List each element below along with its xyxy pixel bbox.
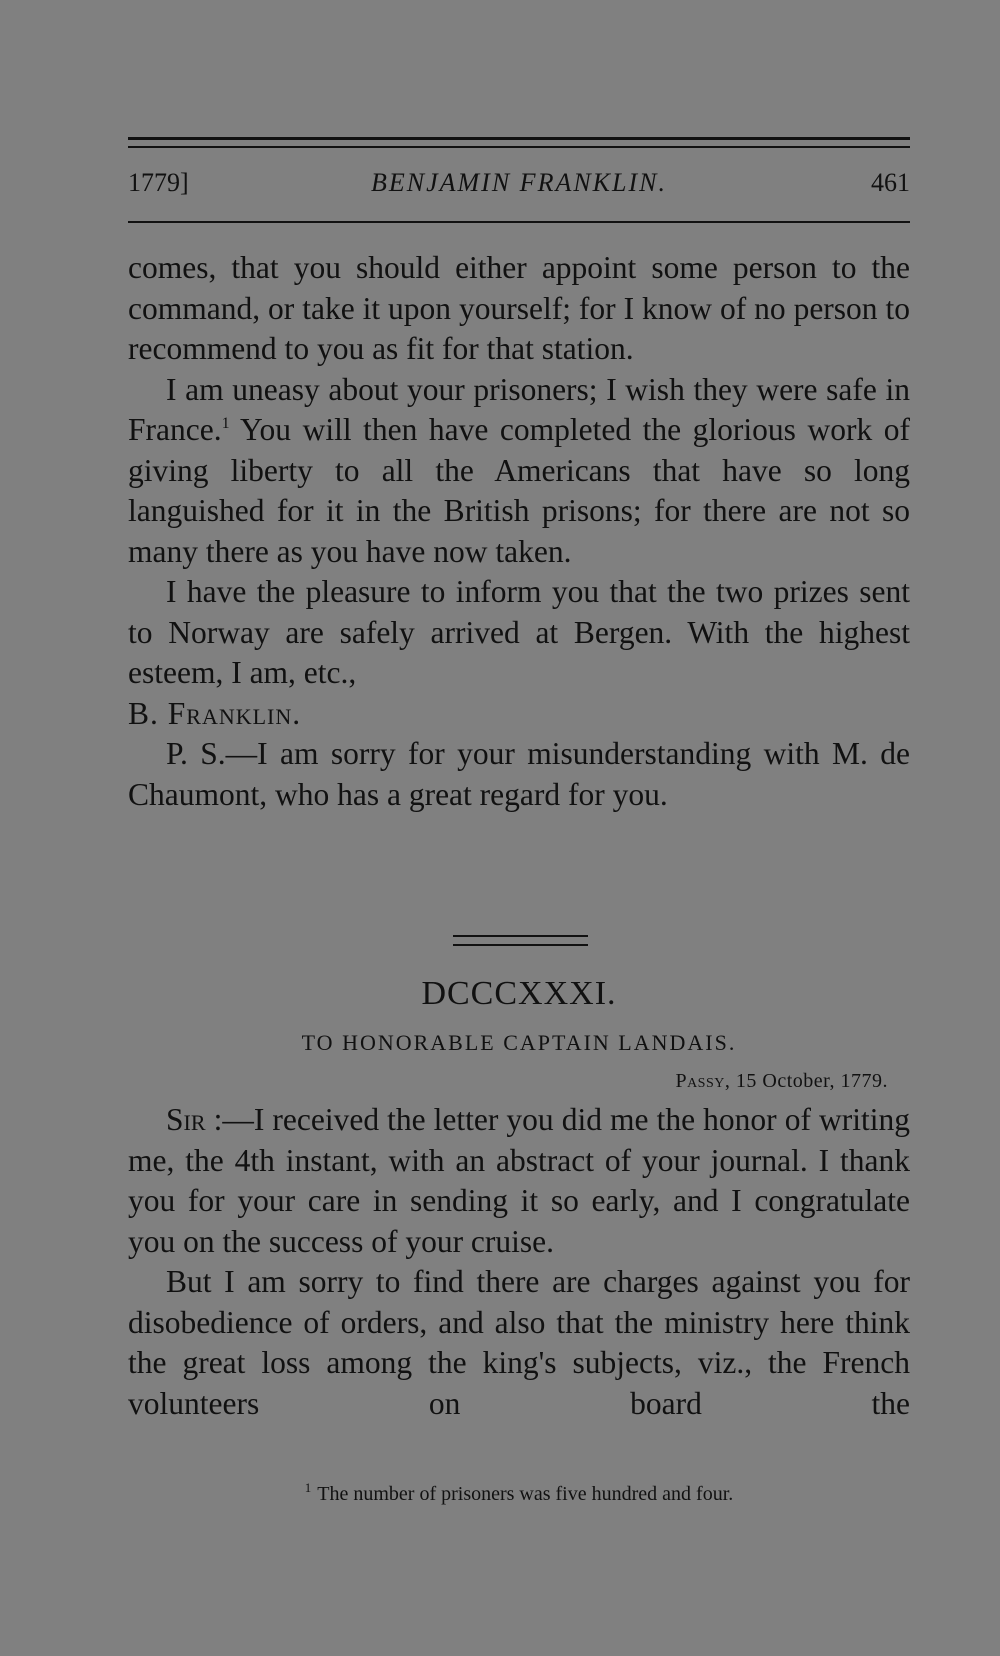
letter-addressee: TO HONORABLE CAPTAIN LANDAIS. <box>301 1030 737 1055</box>
paragraph: But I am sorry to find there are charges against you for disobedience of orders, and also that the ministry here think the great loss among the king's subjects, viz., the French volunteers on board the <box>128 1264 910 1421</box>
paragraph-text: :—I received the letter you did me the honor of writing me, the 4th instant, with an abstract of your journal. I thank you for your care in sending it so early, and I congratulate you on the success of your cruise. <box>128 1102 910 1259</box>
continued-letter <box>128 248 910 815</box>
postscript: P. S.—I am sorry for your misunderstanding with M. de Chaumont, who has a great regard for you. <box>128 736 910 812</box>
page-number: 461 <box>871 168 910 197</box>
dateline <box>675 1070 888 1093</box>
salutation: Sir <box>166 1102 206 1137</box>
dateline-place: Passy <box>675 1070 725 1092</box>
paragraph: I have the pleasure to inform you that the two prizes sent to Norway are safely arrived at Bergen. With the highest esteem, I am, etc., <box>128 574 910 690</box>
top-rule-inner <box>128 146 910 148</box>
section-divider <box>453 935 588 946</box>
letter-number: DCCCXXXI. <box>421 975 617 1012</box>
paragraph <box>128 370 910 573</box>
paragraph: comes, that you should either appoint some person to the command, or take it upon yourself; for I know of no person to recommend to you as fit for that station. <box>128 250 910 366</box>
footnote-reference: 1 <box>221 415 230 432</box>
running-head-year: 1779] <box>128 168 189 197</box>
book-page <box>128 0 910 1656</box>
footnote <box>128 1480 910 1506</box>
footnote-text: The number of prisoners was five hundred and four. <box>317 1483 734 1505</box>
paragraph-text: You will then have completed the glorious work of giving liberty to all the Americans that have so long languished for it in the British prisons; for there are not so many there as you have now taken. <box>128 412 910 569</box>
paragraph-text: I am uneasy about your prisoners; I wish they were safe in France. <box>128 371 910 447</box>
dateline-date: , 15 October, 1779. <box>724 1070 888 1092</box>
new-letter-body <box>128 1100 910 1424</box>
head-rule <box>128 221 910 223</box>
paragraph <box>128 1100 910 1262</box>
running-head-title: BENJAMIN FRANKLIN. <box>371 168 667 197</box>
footnote-mark: 1 <box>304 1480 312 1495</box>
top-rule <box>128 137 910 140</box>
signature: B. Franklin. <box>128 695 302 731</box>
running-head <box>128 168 910 208</box>
